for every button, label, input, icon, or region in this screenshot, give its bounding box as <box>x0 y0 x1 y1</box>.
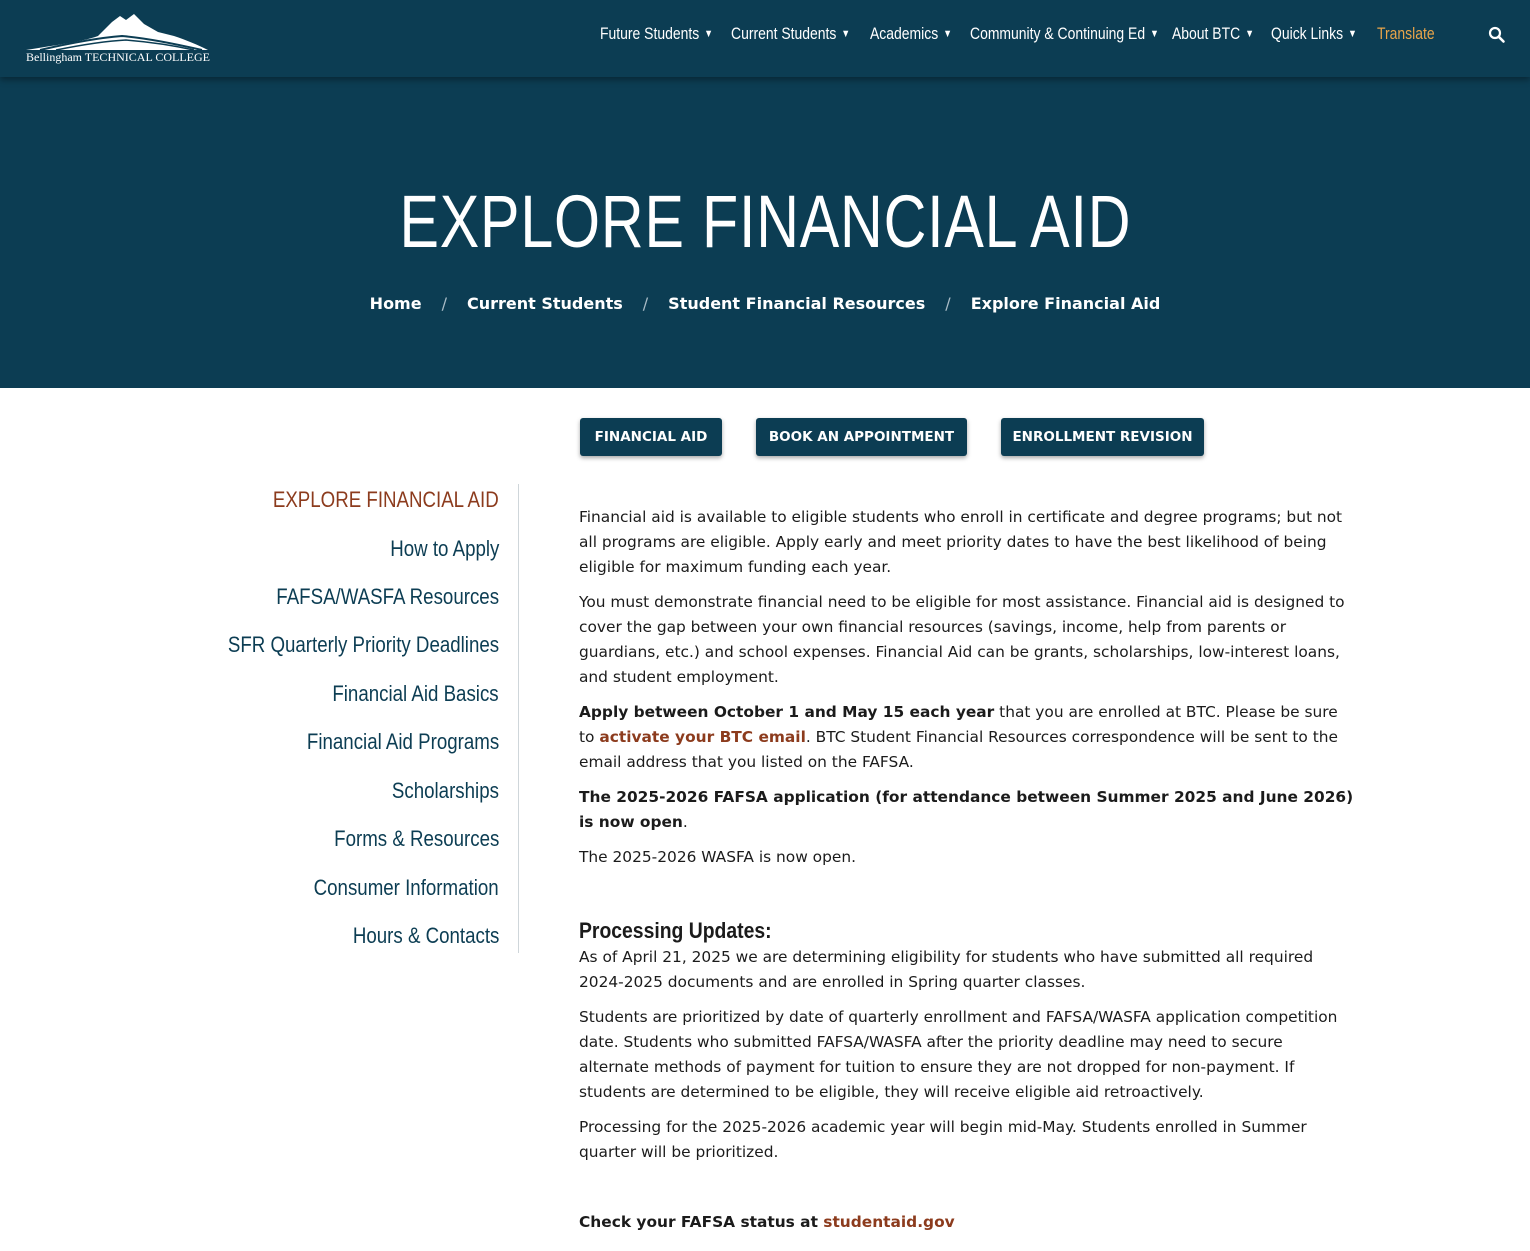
fafsa-open-period: . <box>682 813 688 831</box>
section-sidebar-nav <box>0 484 519 953</box>
sidebar-item-scholarships[interactable]: Scholarships <box>391 778 499 803</box>
apply-dates: Apply between October 1 and May 15 each year <box>579 703 995 721</box>
breadcrumb-home[interactable]: Home <box>369 294 422 313</box>
activate-email-link[interactable]: activate your BTC email <box>599 728 806 746</box>
wasfa-open-paragraph: The 2025-2026 WASFA is now open. <box>579 848 856 866</box>
page-title <box>0 179 1530 264</box>
enrollment-revision-button[interactable]: ENROLLMENT REVISION <box>1001 418 1204 456</box>
chevron-down-icon: ▼ <box>1150 27 1159 40</box>
chevron-down-icon: ▼ <box>704 27 714 40</box>
nav-current-students[interactable] <box>731 19 850 49</box>
nav-label: Translate <box>1377 23 1435 43</box>
sidebar-item-consumer-information[interactable]: Consumer Information <box>313 875 499 900</box>
nav-label: Academics <box>870 23 939 43</box>
main-content <box>579 505 1354 1245</box>
hero-banner <box>0 77 1530 388</box>
chevron-down-icon: ▼ <box>1347 27 1357 40</box>
fafsa-status-label: Check your FAFSA status at <box>579 1213 824 1231</box>
processing-timeline-paragraph: Processing for the 2025-2026 academic year will begin mid-May. Students enrolled in Summer quarter will be prioritized. <box>579 1118 1307 1161</box>
sidebar-item-explore-financial-aid[interactable]: EXPLORE FINANCIAL AID <box>273 487 499 512</box>
nav-future-students[interactable] <box>600 19 713 49</box>
mountain-logo-icon <box>26 12 208 52</box>
financial-aid-button[interactable]: FINANCIAL AID <box>580 418 722 456</box>
book-appointment-button[interactable]: BOOK AN APPOINTMENT <box>756 418 967 456</box>
sidebar-item-sfr-priority-deadlines[interactable]: SFR Quarterly Priority Deadlines <box>227 632 499 657</box>
chevron-down-icon: ▼ <box>1245 27 1255 40</box>
nav-community-continuing-ed[interactable] <box>970 19 1159 49</box>
nav-about-btc[interactable] <box>1172 19 1254 49</box>
sidebar-item-hours-contacts[interactable]: Hours & Contacts <box>352 923 499 948</box>
apply-text-a: that you are enrolled at BTC. Please be sure to <box>579 703 1338 746</box>
breadcrumb-separator: / <box>945 294 951 313</box>
processing-updates-heading: Processing Updates: <box>579 918 772 943</box>
college-name: Bellingham TECHNICAL COLLEGE <box>26 50 210 64</box>
sidebar-item-how-to-apply[interactable]: How to Apply <box>389 536 499 561</box>
nav-translate[interactable] <box>1377 19 1435 49</box>
eligibility-status-paragraph: As of April 21, 2025 we are determining eligibility for students who have submitted all required 2024-2025 documents and are enrolled in Spring quarter classes. <box>579 948 1314 991</box>
fafsa-open-notice: The 2025-2026 FAFSA application (for attendance between Summer 2025 and June 2026) is now open <box>579 788 1354 831</box>
breadcrumb <box>0 294 1530 313</box>
nav-quick-links[interactable] <box>1271 19 1357 49</box>
top-nav-bar <box>0 0 1530 77</box>
chevron-down-icon: ▼ <box>943 27 953 40</box>
sidebar-item-financial-aid-programs[interactable]: Financial Aid Programs <box>306 729 499 754</box>
intro-paragraph: Financial aid is available to eligible students who enroll in certificate and degree programs; but not all programs are eligible. Apply early and meet priority dates to have the best likelihood of being eligible for maximum funding each year. <box>579 508 1343 576</box>
page-title-text: EXPLORE FINANCIAL AID <box>399 180 1131 263</box>
nav-label: About BTC <box>1172 23 1241 43</box>
breadcrumb-current-students[interactable]: Current Students <box>466 294 623 313</box>
sidebar-item-forms-resources[interactable]: Forms & Resources <box>333 826 499 851</box>
chevron-down-icon: ▼ <box>841 27 851 40</box>
nav-label: Community & Continuing Ed <box>970 23 1146 43</box>
breadcrumb-separator: / <box>441 294 447 313</box>
sidebar-item-fafsa-wasfa-resources[interactable]: FAFSA/WASFA Resources <box>276 584 499 609</box>
fafsa-status-paragraph <box>579 1210 1354 1235</box>
fafsa-open-paragraph <box>579 785 1354 835</box>
nav-label: Current Students <box>731 23 837 43</box>
breadcrumb-student-financial-resources[interactable]: Student Financial Resources <box>668 294 926 313</box>
search-icon[interactable] <box>1488 26 1506 44</box>
prioritization-paragraph: Students are prioritized by date of quarterly enrollment and FAFSA/WASFA application competition date. Students who submitted FAFSA/WASFA after the priority deadline may need to secure alternate methods of payment for tuition to ensure they are not dropped for non-payment. If students are determined to be eligible, they will receive eligible aid retroactively. <box>579 1008 1338 1101</box>
breadcrumb-separator: / <box>642 294 649 313</box>
breadcrumb-explore-financial-aid: Explore Financial Aid <box>970 294 1161 313</box>
nav-academics[interactable] <box>870 19 952 49</box>
sidebar-item-financial-aid-basics[interactable]: Financial Aid Basics <box>332 681 499 706</box>
apply-window-paragraph <box>579 700 1354 775</box>
college-logo[interactable] <box>26 12 208 66</box>
financial-need-paragraph: You must demonstrate financial need to be eligible for most assistance. Financial aid is designed to cover the gap between your own financial resources (savings, income, help from parents or guardians, etc.) and school expenses. Financial Aid can be grants, scholarships, low-interest loans, and student employment. <box>579 593 1345 686</box>
apply-text-b: . BTC Student Financial Resources correspondence will be sent to the email address that you listed on the FAFSA. <box>579 728 1338 771</box>
nav-label: Future Students <box>600 23 700 43</box>
nav-label: Quick Links <box>1271 23 1344 43</box>
studentaid-link[interactable]: studentaid.gov <box>823 1213 955 1231</box>
